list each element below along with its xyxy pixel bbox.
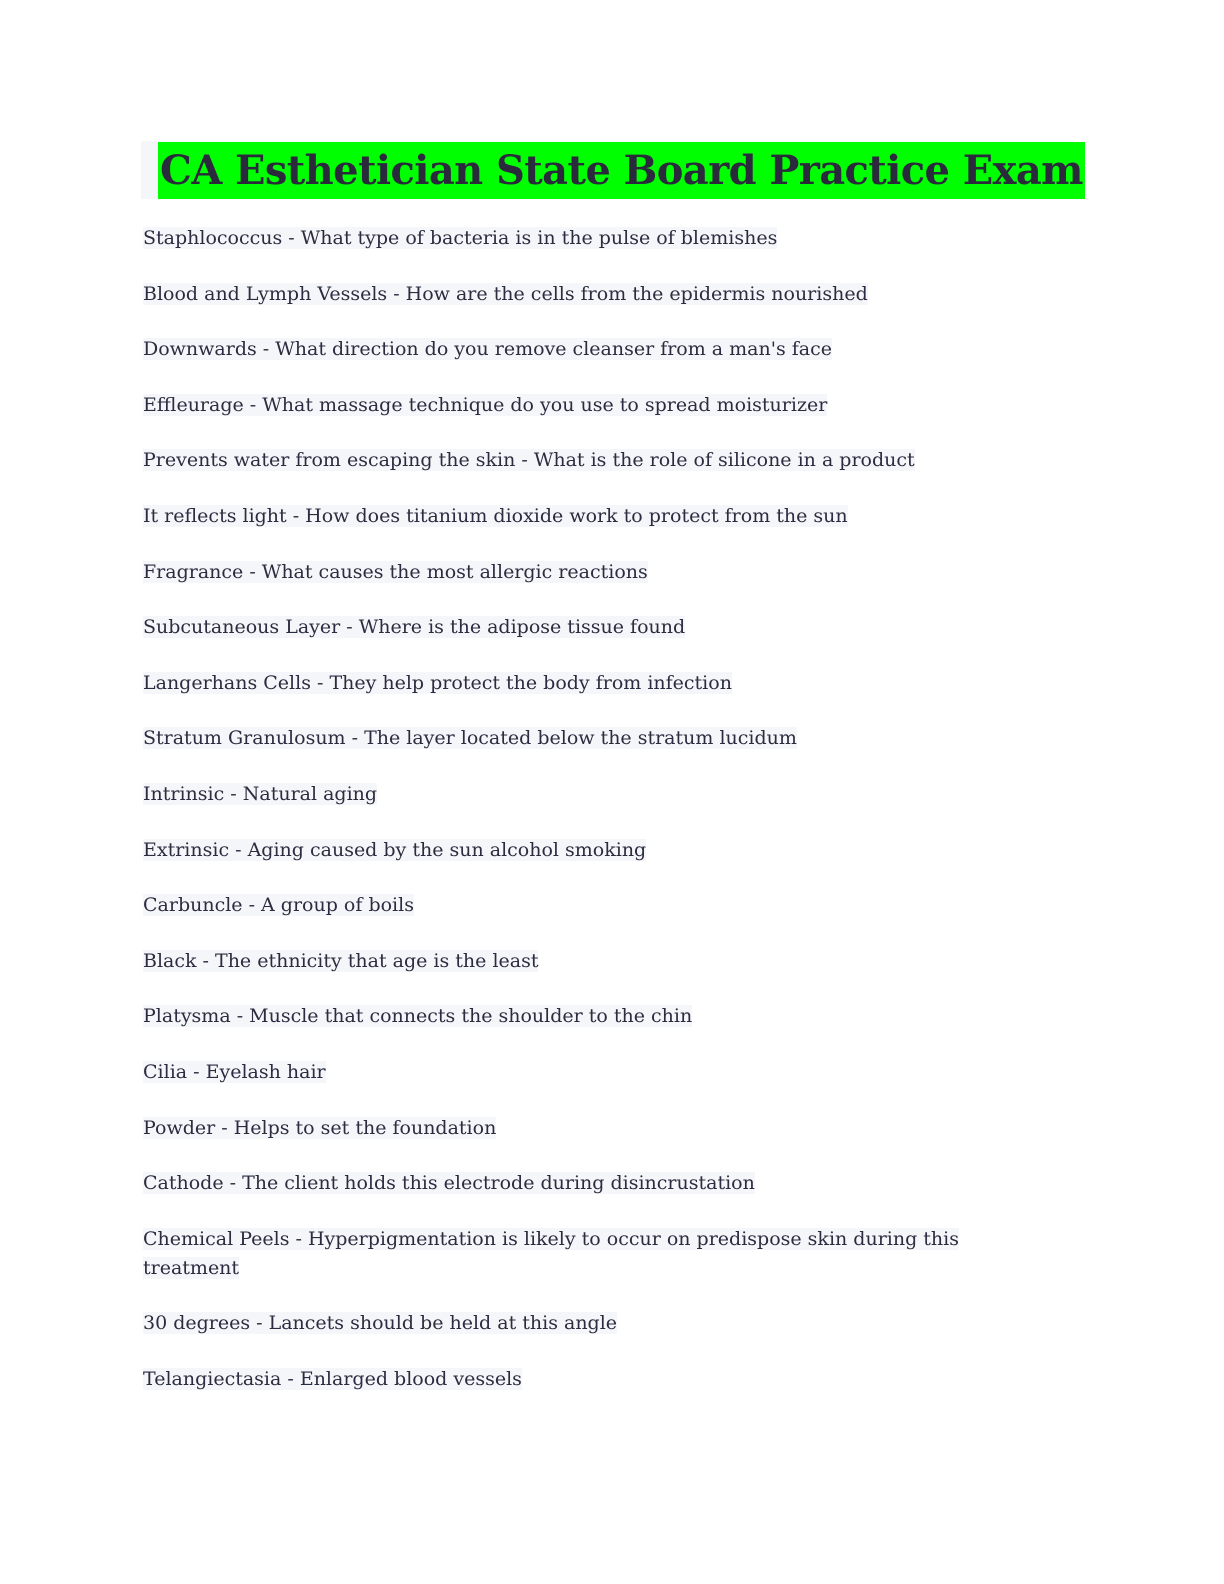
list-item xyxy=(143,391,1043,420)
entry-text: Platysma - Muscle that connects the shoulder to the chin xyxy=(143,1005,693,1028)
entry-text: 30 degrees - Lancets should be held at this angle xyxy=(143,1312,618,1335)
list-item xyxy=(143,947,1043,976)
entry-text: Stratum Granulosum - The layer located below the stratum lucidum xyxy=(143,727,797,750)
entry-text: It reflects light - How does titanium dioxide work to protect from the sun xyxy=(143,504,848,527)
entry-text: Langerhans Cells - They help protect the body from infection xyxy=(143,671,732,694)
list-item xyxy=(143,724,1043,753)
entry-text: Carbuncle - A group of boils xyxy=(143,894,414,917)
entry-text: Black - The ethnicity that age is the least xyxy=(143,949,539,972)
list-item xyxy=(143,558,1043,587)
list-item xyxy=(143,446,1043,475)
list-item xyxy=(143,1309,1043,1338)
entry-text: Fragrance - What causes the most allergic reactions xyxy=(143,560,648,583)
entry-text: Staphlococcus - What type of bacteria is in the pulse of blemishes xyxy=(143,227,778,249)
list-item xyxy=(143,502,1043,531)
list-item xyxy=(143,224,1043,253)
list-item xyxy=(143,891,1043,920)
entry-text: Subcutaneous Layer - Where is the adipose tissue found xyxy=(143,616,686,639)
list-item xyxy=(143,1169,1043,1198)
entry-text: Powder - Helps to set the foundation xyxy=(143,1116,497,1139)
entry-text: Extrinsic - Aging caused by the sun alcohol smoking xyxy=(143,838,647,861)
list-item xyxy=(143,669,1043,698)
list-item xyxy=(143,1058,1043,1087)
list-item xyxy=(143,280,1043,309)
entry-text: Telangiectasia - Enlarged blood vessels xyxy=(143,1367,522,1390)
entry-text: Prevents water from escaping the skin - What is the role of silicone in a product xyxy=(143,449,915,472)
entry-text: Cathode - The client holds this electrode during disincrustation xyxy=(143,1172,755,1195)
list-item xyxy=(143,1225,1043,1283)
list-item xyxy=(143,335,1043,364)
entry-text: Downwards - What direction do you remove cleanser from a man's face xyxy=(143,338,833,361)
entry-text: Blood and Lymph Vessels - How are the cells from the epidermis nourished xyxy=(143,282,868,305)
list-item xyxy=(143,1365,1043,1394)
entry-text: Chemical Peels - Hyperpigmentation is likely to occur on predispose skin during this treatment xyxy=(143,1227,959,1279)
flashcard-list xyxy=(143,224,1043,1420)
list-item xyxy=(143,613,1043,642)
entry-text: Cilia - Eyelash hair xyxy=(143,1060,326,1083)
entry-text: Effleurage - What massage technique do you use to spread moisturizer xyxy=(143,393,828,416)
list-item xyxy=(143,836,1043,865)
list-item xyxy=(143,1002,1043,1031)
list-item xyxy=(143,1114,1043,1143)
list-item xyxy=(143,780,1043,809)
document-title: CA Esthetician State Board Practice Exam xyxy=(158,142,1085,199)
entry-text: Intrinsic - Natural aging xyxy=(143,782,378,805)
